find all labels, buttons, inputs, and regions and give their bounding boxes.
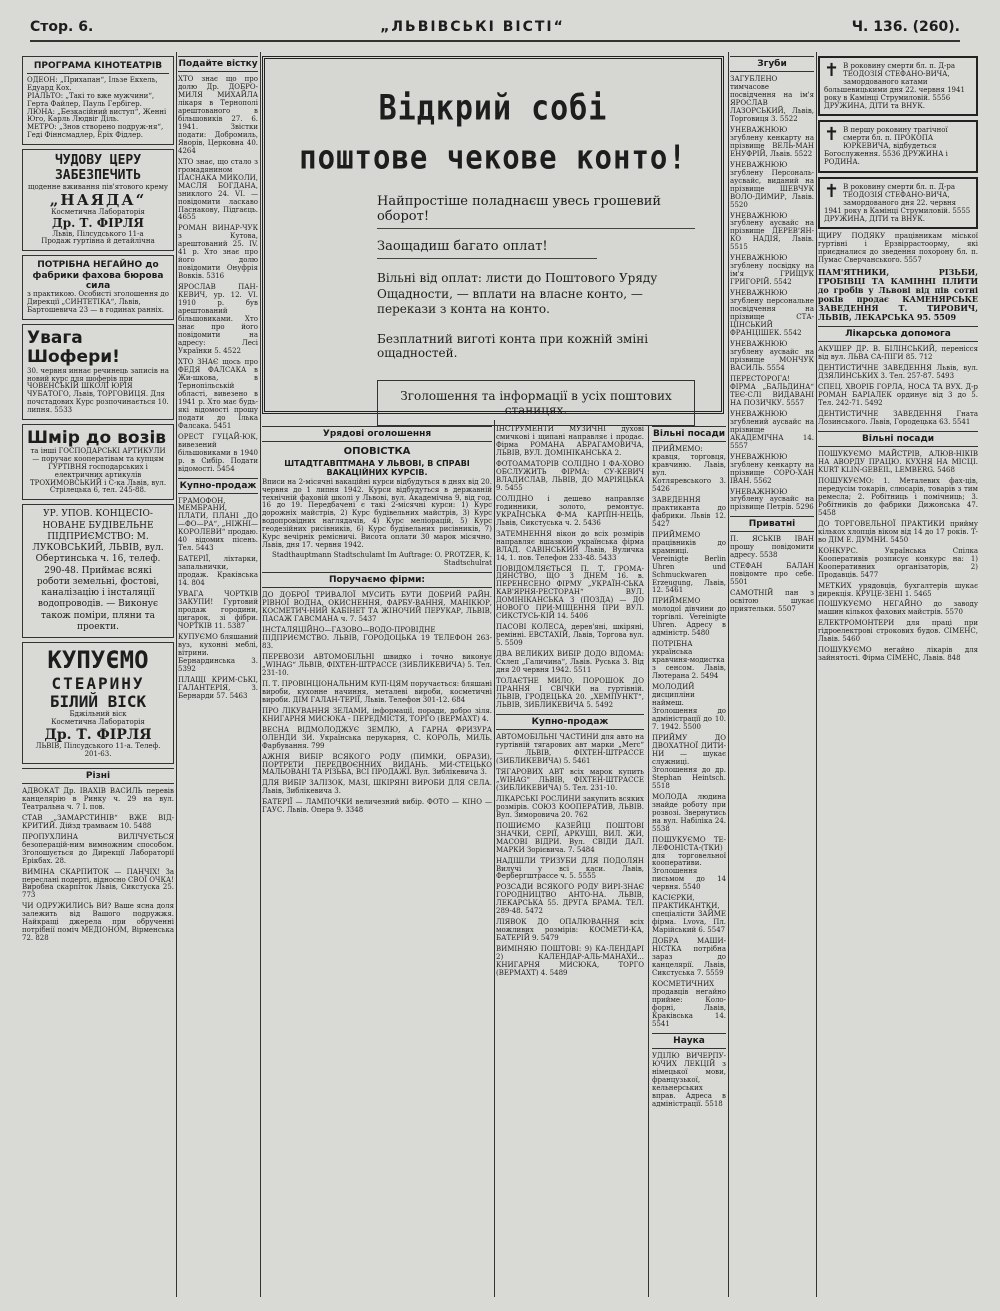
classified-item: ПОШУКУЄМО МАЙСТРІВ, АЛЮВ-НІКІВ НА АВОРДУ ПРАЦЮ. КУХНЯ НА МІСЦІ. KURT KLIN-GEBEIL, LEMBERG. 5468 — [818, 450, 978, 474]
naida-cream-ad — [22, 149, 174, 251]
classified-item: ПРИЙМУ ДО ДВОХАТНОЇ ДИТИ-НИ — шукає служниці. Зголошення до др. Stephan Heintsch. 5518 — [652, 733, 726, 790]
ad-line: Продаж гуртівна й детайлічна — [41, 237, 155, 246]
notice-title: ОПОВІСТКА — [343, 446, 411, 457]
classified-item: ДО ДОБРОЇ ТРИВАЛОЇ МУСИТЬ БУТИ ДОБРИЙ РАЙН. РІВНОЇ ВОДНА, ОКИСНЕННЯ, ФАРБУ-ВАННЯ, МАНІКЮР, КОСМЕТИЧ-НИЙ КАБІНЕТ ТА ЖІНОЧИЙ ПЕРУКАР, ЛЬВІВ, ПАСАЖ ГАВСМАНА ч. 7. 5437 — [262, 591, 492, 624]
classified-item: СТАВ „ЗАМАРСТИНІВ“ ВЖЕ ВІД-КРИТИЙ. Дійзд трамваєм 10. 5488 — [22, 813, 174, 830]
section-heading: Подайте вістку — [178, 56, 258, 72]
job-need-ad — [22, 255, 174, 320]
ad-line: Др. Т. ФІРЛЯ — [52, 215, 144, 230]
classified-item: ЯРОСЛАВ ПАН-КЕВИЧ, ур. 12. VI. 1910 р. був арештований більшовиками. Хто знає про його повідомити на адресу: Лесі Українки 5. 4522 — [178, 283, 258, 355]
classified-item: ЗАТЕМНЕННЯ вікон до всіх розмірів направляє вшазкою українська фірма ВЛАД. САВІНСЬКИЙ Львів, Вуличка 14, 1. пов. Телефон 233-48. 5433 — [496, 529, 644, 562]
classified-item: ПЕРЕВОЗИ АВТОМОБІЛЬНІ швидко і точно виконує „WIHAG“ ЛЬВІВ, ФІХТЕН-ШТРАССЕ (ЗИБЛИКЕВИЧА) 5. Тел. 231-10. — [262, 652, 492, 677]
classified-item: П. ЯСЬКІВ ІВАН прошу повідомити адресу. 5538 — [730, 535, 814, 560]
obituary — [818, 177, 978, 229]
column-2 — [178, 56, 258, 1297]
classified-item: ДО ТОРГОВЕЛЬНОЇ ПРАКТИКИ прийму кількох хлопців віком від 14 до 17 років. Т-во ДІМ Е. ДУМНИ. 5450 — [818, 519, 978, 544]
ad-text: Заощадиш багато оплат! — [377, 239, 597, 259]
ad-line: Косметична Лабораторія — [51, 718, 145, 727]
issue-number: Ч. 136. (260). — [851, 19, 960, 35]
classified-item: ЛІКАРСЬКІ РОСЛИНИ закупить всяких розмірів. СОЮЗ КООПЕРАТИВ, ЛЬВІВ. Вул. Зиморовича 20. 762 — [496, 794, 644, 819]
classified-item: ПАСОВІ КОЛЕСА, дерев'яні, шкіряні, ремінні. ЕВСТАХІЙ, Львів, Торгова вул. 5. 5509 — [496, 623, 644, 648]
classified-item: ПОШУКУЄМО негайно лікарів для зайнятості. Фірма СІМЕНС, Львів. 848 — [818, 646, 978, 663]
section-heading: Згуби — [730, 56, 814, 72]
classified-item: УДІЛЮ ВИЧЕРПУ-ЮЧИХ ЛЕКЦІЙ з німецької мови, французької, кельнерських вправ. Адреса в адміністрації. 5518 — [652, 1051, 726, 1108]
classified-item: ПОШУКУЄМО: 1. Металевих фах-ців, передусім токарів, слюсарів, товарів з тим ремесла; 2. Робітниць і помічниць; 3. Робітників до фабрики Дижонська 47. 5458 — [818, 476, 978, 517]
classified-item: УВАГА ЧОРТКІВ ЗАКУПИ! Гуртовий продаж городини, цигарок, зі фібри. ЧОРТКІВ 11. 5387 — [178, 590, 258, 631]
column-4 — [496, 426, 726, 1297]
classified-item: ПОШУКУЄМО ТЕ-ЛЕФОНІСТА-(ТКИ) для торговельної кооперативи. Зголошення письмом до 14 червня. 5540 — [652, 835, 726, 892]
section-heading: Різні — [22, 768, 174, 784]
classified-item: САМОТНІЙ пан з освітою шукає приятельки. 5507 — [730, 589, 814, 614]
ad-text: з практикою. Особисті зголошення до Дирекції „СИНТЕТІКА“, Львів, Бартошевича 23 — в годинах ранніх. — [27, 290, 169, 314]
classified-item: ПАМ'ЯТНИКИ, РІЗЬБИ, ГРОБІВЦІ ТА КАМІННІ ПЛИТИ до гробів у Львові від пів сотні років продає КАМЕНЯРСЬКЕ ЗАВЕДЕННЯ Т. ТИРОВИЧ, ЛЬВІВ, ЛЕКАРСЬКА 95. 5509 — [818, 266, 978, 323]
column-6 — [818, 56, 978, 1297]
classified-item: ВИМІНА СКАРПИТОК — ПАНЧІХ! За переслані подерті, відносно СВОЇ ОЧКА! Виробна скарпіток Львів, Сикстуска 25. 773 — [22, 867, 174, 900]
building-company-ad — [22, 504, 174, 638]
classified-item: МОЛОДА людина знайде роботу при розвозі. Звернутись на вул. Набіліка 24. 5538 — [652, 792, 726, 833]
classified-item: ПРИЙМЕМО молодої дівчини до торгівлі. Vereinigte Uhren. Адресу в адміністр. 5480 — [652, 597, 726, 638]
classified-item: ФОТОАМАТОРІВ СОЛІДНО І ФА-ХОВО ОБСЛУЖИТЬ ФІРМА: СУ-КЕВИЧ ВЛАДИСЛАВ, ЛЬВІВ, ДО МАРІЯЦЬКА 9. 5455 — [496, 459, 644, 492]
ad-text: та інші ГОСПОДАРСЬКІ АРТИКУЛИ — поручає кооператівам та купцям ГУРТІВНЯ господарських і електричних артикулів ТРОХИМОВСЬКИЙ і С-ка Львів, вул. Стрілецька 6, тел. 245-88. — [29, 447, 167, 495]
classified-item: УНЕВАЖНЮЮ згублену аусвайс на прізвище МОНЧУК ВАСИЛЬ. 5554 — [730, 340, 814, 372]
ad-headline: поштове чекове конто! — [299, 137, 687, 177]
newspaper-title: „ЛЬВІВСЬКІ ВІСТІ“ — [380, 19, 565, 35]
postal-account-ad — [262, 56, 724, 417]
classified-item: ПОТРІБНА українська кравчиня-модистка з сенсом. Львів, Лютерана 2. 5494 — [652, 640, 726, 681]
ad-line: Бджільний віск — [69, 710, 127, 719]
classified-item: СПЕЦ. ХВОРІБ ГОРЛА, НОСА ТА ВУХ. Д-р РОМАН БАРІАЛЕК ординує від 3 до 5. Тел. 242-71. 5492 — [818, 383, 978, 408]
classified-item: АКУШЕР ДР. В. БІЛІНСЬКИЙ, перенісся від вул. ЛЬВА СА-ПІГИ 85. 712 — [818, 345, 978, 362]
ad-text: УР. УПОВ. КОНЦЕСІО-НОВАНЕ БУДІВЕЛЬНЕ ПІДПРИЄМСТВО: М. ЛУКОВСЬКИЙ, ЛЬВІВ, вул. Обертинська ч. 16, телеф. 290-48. Приймає всякі роботи земельні, фостові, каналізацію і інсталяції водопроводів. — Виконує також поміри, пляни та проекти. — [32, 509, 164, 632]
obituary-text: В роковину смерти бл. п. Д-ра ТЕОДОЗІЯ СТЕФАНО-ВИЧА, замордованого катами большевицькими дня 22. червня 1941 року в Камінці Струмиловій. 5556 ДРУЖИНА, ДІТИ та ВНУК. — [824, 62, 965, 111]
classified-item: КОСМЕТИЧНИХ продавців негайно прийме: Коло-форні, Львів, Краківська 14. 5541 — [652, 980, 726, 1028]
classified-item: БАТЕРІЇ, ліхтарки, запальнички, продаж. Краківська 14. 804 — [178, 555, 258, 588]
classified-item: КОНКУРС. Українська Спілка Кооперативів розписує конкурс на: 1) Кооперативних організаторів, 2) Продавців. 5477 — [818, 546, 978, 579]
classified-item: ЗАГУБЛЕНО тимчасове посвідчення на ім'я ЯРОСЛАВ ЛАЗОРСЬКИЙ, Львів, Торговиця 3. 5522 — [730, 75, 814, 123]
classified-item: АЖНІЯ ВИБІР ВСЯКОГО РОДУ (ПИМКИ, ОБРАЗИ), ПОРТРЕТИ ПЕРЕДВОЄННИХ ВИДАНЬ. МИ-СТЕЦЬКО МАЛЬОВАНІ ТА РІЗЬБА, ВСІ ПРОДАЖІ. Вул. Зиблікевича 3. — [262, 752, 492, 777]
stearin-ad — [22, 642, 174, 764]
classified-item: УНЕВАЖНЮЮ згублену персональне посвідчення на прізвище СТА-ЦІНСЬКИЙ ФРАНЦІШЕК. 5542 — [730, 289, 814, 338]
ad-line: СТЕАРИНУ — [51, 673, 145, 693]
classified-item: ДВА ВЕЛИКИХ ВИБІР ДОДО ВІДОМА: Склеп „Галичина“, Львів. Руська 3. Від дня 20 червня 1942. 5511 — [496, 650, 644, 675]
classified-item: ГРАМОФОН, МЕМБРАНИ, ПЛАТИ, ПЛАНІ „ДО—ФО—РА“, „НІЖНІ—КОРОЛЕВИ“ продаю. 40 відомих пісень. Тел. 5443 — [178, 496, 258, 553]
classified-item: ЕЛЕКТРОМОНТЕРИ для праці при гідроелектрові строкових будов. СІМЕНС, Львів. 5460 — [818, 619, 978, 644]
obituary-text: В роковину смерти бл. п. Д-ра ТЕОДОЗІЯ СТЕФАНО-ВИЧА, замордованого дня 22. червня 1941 року в Камінці Струмиловій. 5555 ДРУЖИНА, ДІТИ та ВНУК. — [824, 182, 971, 223]
ad-line: Др. Т. ФІРЛЯ — [44, 727, 152, 744]
section-heading: Купно-продаж — [496, 714, 644, 730]
ad-line: щоденне вживання пів'ятового крему — [27, 182, 169, 191]
classified-item: КАСІЄРКИ, ПРАКТИКАНТКИ, спеціалісти ЗАЙМЕ фірма. Lvova, Пл. Марійський 6. 5547 — [652, 894, 726, 935]
ad-text: Безплатний виготі конта при кожній зміні ощадностей. — [377, 331, 649, 360]
ad-line: Косметична Лабораторія — [51, 207, 145, 216]
ad-headline: Відкрий собі — [378, 88, 608, 129]
classified-item: МОЛОДИЙ дисципліни наймеш. Зголошення до адміністрації до 10. 7. 1942. 5500 — [652, 683, 726, 731]
ad-line: БІЛИЙ ВІСК — [49, 692, 147, 712]
classified-item: УНЕВАЖНЮЮ згублену посвідку на ім'я ГРИЩУК ГРИГОРІЙ. 5542 — [730, 254, 814, 287]
classified-item: НАДІШЛИ ТРИЗУБИ ДЛЯ ПОДОЛЯН Вилучі у всі каси. Львів, Фербергштрассе ч. 5. 5555 — [496, 856, 644, 881]
cinema-line: МЕТРО: „Знов створено подруж-ня“, Геді Фіннсмадлер, Еріх Фідлер. — [27, 123, 164, 140]
classified-item: ЧИ ОДРУЖИЛИСЬ ВИ? Ваше ясна доля залежить від Вашого подружжя. Найкращі джерела при обрученні потрібнії поміч МЕДІОНОМ, Вірменська 72. 828 — [22, 902, 174, 943]
cinema-title: ПРОГРАМА КІНОТЕАТРІВ — [27, 61, 169, 74]
obituary — [818, 56, 978, 116]
page-number: Стор. 6. — [30, 19, 94, 35]
page-header — [30, 14, 960, 42]
section-heading: Наука — [652, 1033, 726, 1049]
smir-ad — [22, 424, 174, 501]
classified-item: ЗАВЕДЕННЯ практиканта до фабрики. Львів 12. 5427 — [652, 495, 726, 528]
classified-item: ПРОПУХЛИНА ВИЛІЧУЄТЬСЯ безоперацій-ним вимножним способом. Зголошується до Дирекції Лабораторії Ерікбах. 28. — [22, 832, 174, 865]
ad-line: ЛЬВІВ, Пілсудського 11-а. Телеф. 201-63. — [35, 742, 161, 758]
classified-item: УНЕВАЖНЮЮ згублену аусвайс на прізвище ДЕРЕВ'ЯН-КО НАДІЯ, Львів. 5515 — [730, 211, 814, 252]
classified-item: ЩИРУ ПОДЯКУ працівникам міської гуртівні і Ерзвіррастоорму, які приєдналися до зведення похорону бл. п. Пумас Сверчанського. 5557 — [818, 231, 978, 264]
cinema-line: ЛЮНА: „Безкасійний виступ“, Женні Юго, Карль Людвіг Діль. — [27, 107, 167, 124]
classified-item: ХТО знає що про долю Др. ДОБРО-МИЛЯ МИХАЙЛА лікаря в Тернополі арештованого в більшовиків 27. 6. 1941. Звістки подати: Добромиль, Яворів, Церковна 40. 4264 — [178, 75, 258, 155]
obituary-text: В першу роковину трагічної смерти бл. п. ПРОКОПА ЮРКЕВИЧА, відбудеться Богослуження. 5536 ДРУЖИНА і РОДИНА. — [824, 126, 948, 167]
drivers-ad — [22, 324, 174, 420]
cross-icon: ✝ — [824, 124, 840, 146]
ad-line: „НАЯДА“ — [49, 190, 147, 209]
section-heading: Поручаємо фірми: — [262, 572, 492, 588]
classified-item: АВТОМОБІЛЬНІ ЧАСТИНИ для авто на гуртівній тягарових авт марки „Merc“ — ЛЬВІВ, ФІХТЕН-ШТРАССЕ (ЗИБЛИКЕВИЧА) 5. 5461 — [496, 732, 644, 765]
section-heading: Купно-продаж — [178, 478, 258, 494]
section-heading: Вільні посади — [652, 426, 726, 442]
classified-item: ХТО знає, що стало з громадянином ПАСНАКА МИКОЛИ, МАСЛЯ БОГДАНА, зниклого 24. VI. — повідомити ласкаво Паснакову, Підгаєць. 4655 — [178, 157, 258, 222]
classified-item: УНЕВАЖНЮЮ згублену кенкарту на прізвище ВЕЛЬ-МАН ЕНУФРІЙ, Львів. 5522 — [730, 125, 814, 158]
classified-item: УНЕВАЖНЮЮ згублену аусвайс на прізвище Петрів. 5296 — [730, 487, 814, 512]
section-heading: Урядові оголошення — [262, 426, 492, 442]
classified-item: СОЛІДНО і дешево направляє годинники, золото, ремонтує. УКРАЇНСЬКА Ф-МА КАРПІН-НЕЦЬ, Львів, Сикстуська ч. 2. 5436 — [496, 494, 644, 527]
classified-item: ПРИЙМЕМО працівників до крамниці. Vereinigte Berlin Uhren und Schmuckwaren Erzeugung, Львів, 12. 5461 — [652, 530, 726, 595]
notice-signature: Stadthauptmann Stadtschulamt Im Auftrage: O. PROTZER, K. Stadtschulrat — [272, 551, 492, 568]
column-4-right — [648, 426, 726, 1297]
classified-item: ОРЕСТ ГУЦАЙ-ЮК, вивезений більшовиками в 1940 р. в Сибір. Подати відомості. 5454 — [178, 432, 258, 473]
section-heading: Приватні — [730, 516, 814, 532]
column-3 — [262, 426, 492, 1297]
ad-line: ЗАБЕЗПЕЧИТЬ — [54, 167, 142, 183]
classified-item: ПРО ЛІКУВАННЯ ЗЕЛАМИ, інформації, поради, добро зіля. КНИГАРНЯ МИСЮКА - ПЕРЕДМІСТЯ, ТОРГО (ВЕРМАХТ) 4. — [262, 706, 492, 723]
classified-item: ХТО ЗНАЄ щось про ФЕДЯ ФАЛСАКА в Жи-шкова, в Тернопільській області, вивезено в 1941 р. Хто має будь-які відомості прошу подати до Ілька Фалсака. 5451 — [178, 357, 258, 430]
ad-title: ПОТРІБНА НЕГАЙНО до фабрики фахова бюрова сила — [32, 260, 164, 291]
column-1 — [22, 56, 174, 1297]
classified-item: ІНСТАЛЯЦІЙНО—ГАЗОВО—ВОДО-ПРОВІДНЕ ПІДПРИЄМСТВО. ЛЬВІВ, ГОРОДОЦЬКА 19 ТЕЛЕФОН 263-83. — [262, 625, 492, 650]
ad-title: Шмір до возів — [27, 427, 167, 448]
column-5 — [730, 56, 814, 1297]
ad-line: Львів, Пілсудського 11-а — [52, 229, 144, 238]
classified-item: ДОБРА МАШИ-НІСТКА потрібна зараз до канцелярії. Львів, Сикстуська 7. 5559 — [652, 937, 726, 978]
cinema-line: РІАЛЬТО: „Такі то вже мужчини“, Герта Файлер, Пауль Гербігер. — [27, 92, 155, 108]
classified-item: ТОЛАЄТНЕ МИЛО, ПОРОШОК ДО ПРАННЯ І СВІЧКИ на гуртівній. ЛЬВІВ, ГРОДЕЦЬКА 20. „ХЕМПУНКТ“, ЛЬВІВ, ЗИБЛИКЕВИЧА 5. 5492 — [496, 677, 644, 709]
classified-item: ЛІЯВОК ДО ОПАЛЮВАННЯ всіх можливих розмірів: КОСМЕТИ-КА, БАТЕРІЙ 9. 5479 — [496, 918, 644, 943]
classified-item: АДВОКАТ Др. ІВАХІВ ВАСИЛЬ перевів канцелярію в Ринку ч. 29 на вул. Театральна ч. 7 І. пов. — [22, 786, 174, 811]
section-heading: Лікарська допомога — [818, 326, 978, 342]
classified-item: ВЕСНА ВІДМОЛОДЖУЄ ЗЕМЛЮ, А ГАРНА ФРИЗУРА ОЛЕНДИ ЗИ. Українська перукарня, С. КОРОЛЬ, МИЛЬ. Фарбування. 799 — [262, 725, 492, 750]
notice-text: Вписи на 2-місячні вакаційні курси відбудуться в днях від 20. червня до 1 липня 1942. Курси відбудуться в державній технічній фаховій школі у Львові, вул. Академічна 9, від год. 16 до 19. Передбачені є такі 2-місячні курси: 1) Курс дорожніх майстрів, 2) Курс будівельних майстрів, 3) Курс водопровідних наглядачів, 4) Курс меліорацій, 5) Курс геодезійних рисівників, 6) Курс будівельних рисівників, 7) Курс вечірніх ремісничі. Висота оплати 30 марок місячно. Львів, дня 17. червня 1942. — [262, 478, 492, 549]
classified-item: УНЕВАЖНЮЮ згублений аусвайс на прізвище АКАДЕМІЧНА 14. 5557 — [730, 409, 814, 450]
classified-item: КУПУЄМО бляшаний вуз, кухонні меблі, вітрини. Бернардинська 3. 5392 — [178, 633, 258, 673]
cross-icon: ✝ — [824, 60, 840, 81]
classified-item: УНЕВАЖНЮЮ згублену Персональ-аусвайс, виданий на прізвище ШЕВЧУК ВОЛО-ДИМИР, Львів. 5520 — [730, 160, 814, 209]
column-divider — [176, 52, 177, 1297]
classified-item: ДЕНТИСТИЧНЕ ЗАВЕДЕННЯ Львів, вул. ДЗЯЛИНСЬКИХ 3. Тел. 257-87. 5493 — [818, 364, 978, 381]
classified-item: БАТЕРІЇ — ЛАМПОЧКИ величезний вибір. ФОТО — КІНО — ГАУС. Львів. Опера 9. 3348 — [262, 798, 492, 815]
ad-line: ЧУДОВУ ЦЕРУ — [54, 152, 142, 168]
classified-item: МЕТКИХ урядовців, бухгалтерів шукає дирекція. КРУЦЕ-ЗЕНІ 1. 5465 — [818, 581, 978, 598]
column-divider — [494, 420, 495, 1297]
classified-item: ПОВІДОМЛЯЄТЬСЯ П. Т. ГРОМА-ДЯНСТВО, ЩО З ДНЕМ 16. в. ПЕРЕНЕСЕНО ФІРМУ „УКРАЇН-СЬКА КАВ'ЯРНЯ-РЕСТОРАН“ ВУЛ. ДОМІНІКАНСЬКА З (ПОЗДА) — ДО НОВОГО ПРИ-МІЩЕННЯ ПРИ ВУЛ. СИКСТУСЬ-КІЙ 14. 5406 — [496, 564, 644, 621]
cinema-line: ОДЕОН: „Прихапан“, Ільзе Екхель, Едуард Кох. — [27, 76, 158, 93]
classified-item: ІНСТРУМЕНТИ МУЗИЧНІ духові смичкові і щипані направляє і продає. Фірма РОМАНА АБРАГАМОВИЧА, ЛЬВІВ, ВУЛ. ДОМІНІКАНСЬКА 2. — [496, 426, 644, 457]
classified-item: СТЕФАН БАЛАН повідомте про себе. 5501 — [730, 562, 814, 587]
classified-item: ДЛЯ ВИБІР ЗАЛІЗОК, МАЗІ, ШКІРЯНІ ВИРОБИ ДЛЯ СЕЛА. Львів, Зиблікевича 3. — [262, 779, 492, 796]
classified-item: ПЕРЕСТОРОГА! ФІРМА „БАЛЬДИНА“ ТЕЄ-СЛІ ВИДАВАНІ НА ПОЗИЧКУ. 5557 — [730, 374, 814, 407]
cross-icon: ✝ — [824, 180, 840, 202]
classified-item: РОЗСАДИ ВСЯКОГО РОДУ ВИРІ-ЗНАЄ ГОРОДНИЦТВО АНТО-НА. ЛЬВІВ, ЛЕКАРСЬКА 55. ДРУГА БРАМА. ТЕЛ. 289-48. 5472 — [496, 883, 644, 916]
obituary — [818, 120, 978, 172]
notice-subtitle: ШТАДТГАВПТМАНА У ЛЬВОВІ, В СПРАВІ ВАКАЦІЙНИХ КУРСІВ. — [284, 459, 470, 477]
ad-title: Увага Шофери! — [27, 327, 120, 368]
classified-item: ПЛАЩІ КРИМ-СЬКІ, ГАЛАНТЕРІЯ, З. Бернарди 57. 5463 — [178, 675, 258, 700]
ad-footer: Зголошення та інформації в усіх поштових станицях. — [377, 380, 695, 426]
classified-item: ПОШИЄМО КАЗЕЙЦІ ПОШТОВІ ЗНАЧКИ, СЕРІЇ, АРКУШІ, ВИЛ. ЖИ, МАСОВІ ВІДРИ. Вул. СВІДИ ДАЛ. МАРКИ Зорієвича. 7. 5484 — [496, 821, 644, 854]
ad-text: Вільні від оплат: листи до Поштового Уряду Ощадности, — вплати на власне конто, — перекази з конта на конто. — [377, 271, 658, 317]
classified-item: РОМАН ВИНАР-ЧУК з Кутова, арештований 25. IV. 41 р. Хто знає про його долю повідомити Онуфрія Вовків. 5316 — [178, 224, 258, 281]
column-4-left — [496, 426, 644, 981]
column-divider — [816, 52, 817, 1297]
classified-item: УНЕВАЖНЮЮ згублену кенкарту на прізвище СОРО-ХАН ІВАН. 5562 — [730, 452, 814, 485]
classified-item: ДЕНТИСТИЧНЕ ЗАВЕДЕННЯ Гната Лозинського. Львів, Городецька 63. 5541 — [818, 410, 978, 427]
classified-item: ВИМІНЯЮ ПОШТОВІ: 9) КА-ЛЕНДАРІ 2) КАЛЕНДАР-АЛЬ-МАНАХИ... КНИГАРНЯ МИСЮКА, ТОРГО (ВЕРМАХТ) 4. 5489 — [496, 945, 644, 978]
classified-item: ТЯГАРОВИХ АВТ всіх марок купить „WIHAG“ ЛЬВІВ, ФІХТЕН-ШТРАССЕ (ЗИБЛИКЕВИЧА) 5. Тел. 231-10. — [496, 767, 644, 792]
column-divider — [728, 52, 729, 1297]
classified-item: ПОШУКУЄМО НЕГАЙНО до заводу машин кількох фахових майстрів. 5570 — [818, 600, 978, 617]
section-heading: Вільні посади — [818, 431, 978, 447]
cinema-program-box — [22, 56, 174, 145]
classified-item: ПРИЙМЕМО: кравця, торговця, кравчиню. Львів, вул. Котляревського 3. 5426 — [652, 445, 726, 493]
ad-text: Найпростіше поладнаєш увесь грошевий оборот! — [377, 194, 695, 229]
column-divider — [260, 52, 261, 1297]
ad-text: 30. червня иннає речинець записів на новий курс для шоферів при ЧОВЕНСЬКІЙ ШКОЛІ ЮРІЯ ЧУБАТОГО, Львів, ТОРГОВИЦЯ. Для почстадових Курс розпочинається 10. липня. 5533 — [27, 366, 169, 414]
classified-item: П. Т. ПРОВІНЦІОНАЛЬНИМ КУП-ЦЯМ поручається: бляшані вироби, кухонне начиння, металеві вироби, косметичні вироби. ДІМ ГАЛАН-ТЕРІЇ, Львів. Телефон 301-12. 684 — [262, 679, 492, 704]
ad-line: КУПУЄМО — [47, 646, 149, 675]
